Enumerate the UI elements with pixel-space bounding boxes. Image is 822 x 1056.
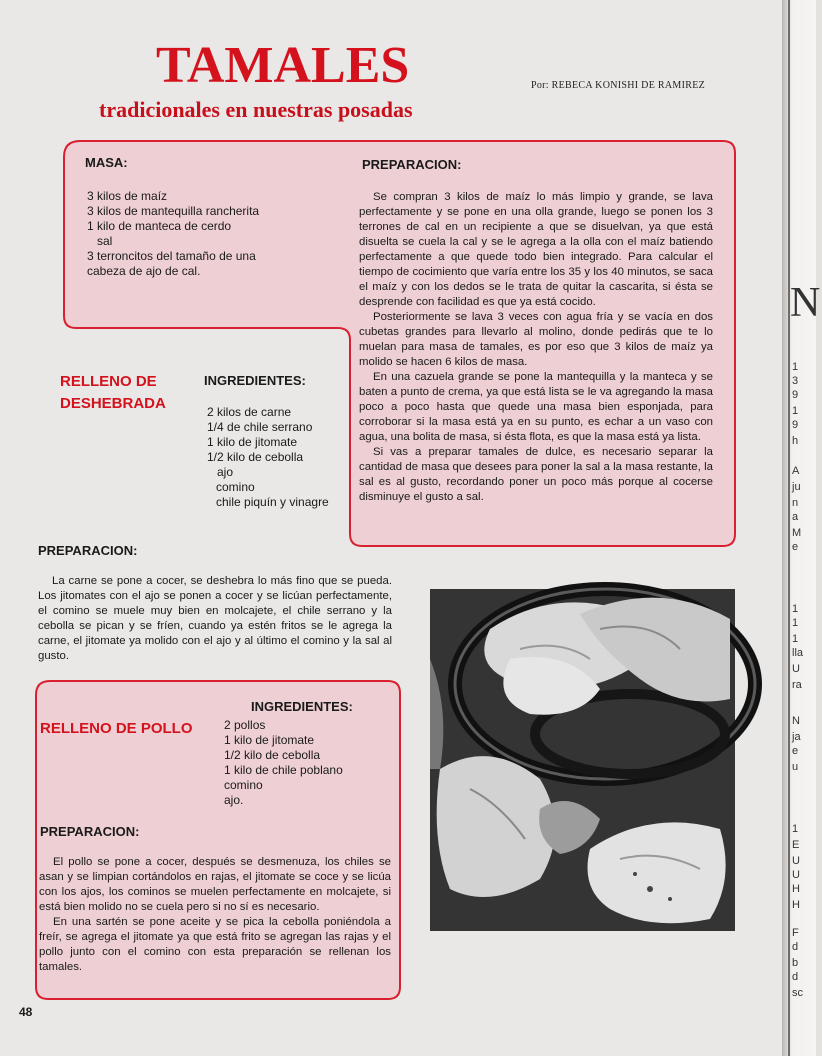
masa-ingredient: 3 terroncitos del tamaño de una (87, 249, 256, 263)
paragraph: En una sartén se pone aceite y se pica la cebolla poniéndola a freír, se agrega el jitomate ya que está frito se agregan las rajas y el pollo junto con el comino con esta preparación se rellenan los tamales. (39, 916, 391, 973)
deshebrada-title (60, 371, 166, 415)
paragraph: El pollo se pone a cocer, después se desmenuza, los chiles se asan y se limpian cortándolos en rajas, el jitomate se coce y se licúa con los ajos, los cominos se muelen perfectamente en molcajete, si está bien molido no se cuela pero si no sí es necesario. (39, 856, 391, 913)
gutter-rule (788, 0, 790, 1056)
article-subtitle: tradicionales en nuestras posadas (99, 97, 413, 122)
tamales-photo-illustration (430, 589, 735, 931)
facing-page-fragment: lla (792, 647, 804, 659)
deshebrada-title-line: DESHEBRADA (60, 395, 166, 412)
facing-page-text-fragments (792, 0, 822, 1056)
masa-heading: MASA: (85, 155, 128, 170)
facing-page-fragment: 1 (792, 405, 799, 417)
deshebrada-ingredient: 2 kilos de carne (207, 405, 292, 419)
deshebrada-ingredients-heading: INGREDIENTES: (204, 373, 306, 388)
pollo-title: RELLENO DE POLLO (40, 720, 193, 737)
deshebrada-title-line: RELLENO DE (60, 373, 157, 390)
facing-page-fragment: A (792, 465, 800, 477)
paragraph: La carne se pone a cocer, se deshebra lo más fino que se pueda. Los jitomates con el ajo se ponen a cocer y se licúan perfectamente, el comino se muele muy bien en molcajete, el chile serrano y la cebolla se pican y se fríen, cuando ya estén fritos se le agrega la carne, el jitomate ya molido con el ajo y al último el comino y la sal al gusto. (38, 575, 392, 662)
masa-preparacion-heading: PREPARACION: (362, 157, 462, 172)
facing-page-fragment: 9 (792, 389, 799, 401)
masa-ingredient-list (87, 189, 259, 279)
facing-page-fragment: b (792, 957, 799, 969)
pollo-ingredient: 1 kilo de chile poblano (224, 763, 343, 777)
facing-page-fragment: 1 (792, 361, 799, 373)
facing-page-fragment: e (792, 541, 799, 553)
facing-page-fragment: 1 (792, 603, 799, 615)
facing-page-fragment: sc (792, 987, 803, 999)
pollo-ingredient-list (224, 718, 343, 808)
facing-page-fragment: ra (792, 679, 802, 691)
facing-page-fragment: ja (792, 731, 801, 743)
facing-page-fragment: M (792, 527, 802, 539)
pollo-preparacion-text (39, 855, 391, 975)
facing-page-fragment: a (792, 511, 799, 523)
pollo-ingredients-heading: INGREDIENTES: (251, 699, 353, 714)
paragraph: Si vas a preparar tamales de dulce, es necesario separar la cantidad de masa que desees para poner la sal a la masa restante, la sal es al gusto, recordando poner un poco más porque al cocerse disminuye el gusto a sal. (359, 446, 713, 503)
masa-ingredient: 3 kilos de mantequilla rancherita (87, 204, 260, 218)
pollo-ingredient: 1/2 kilo de cebolla (224, 748, 321, 762)
author-byline: Por: REBECA KONISHI DE RAMIREZ (531, 80, 706, 91)
deshebrada-preparacion-text (38, 574, 392, 664)
facing-page-fragment: U (792, 663, 800, 675)
facing-page-fragment: U (792, 869, 800, 881)
facing-page-fragment: 1 (792, 617, 799, 629)
facing-page-fragment: d (792, 941, 799, 953)
deshebrada-ingredient: 1/2 kilo de cebolla (207, 450, 304, 464)
deshebrada-ingredient-list (207, 405, 329, 510)
facing-page-fragment: H (792, 899, 800, 911)
masa-ingredient: 3 kilos de maíz (87, 189, 168, 203)
deshebrada-ingredient: comino (216, 480, 255, 494)
facing-page-fragment: U (792, 855, 800, 867)
facing-page-fragment: 3 (792, 375, 799, 387)
page-number: 48 (19, 1005, 33, 1019)
facing-page-edge (782, 0, 821, 1056)
deshebrada-ingredient: 1/4 de chile serrano (207, 420, 313, 434)
masa-ingredient: sal (97, 234, 113, 248)
facing-page-fragment: F (792, 927, 799, 939)
facing-page-fragment: E (792, 839, 800, 851)
deshebrada-ingredient: chile piquín y vinagre (216, 495, 329, 509)
paragraph: En una cazuela grande se pone la mantequilla y la manteca y se baten a punto de crema, ya que está lista se le va agregando la masa poco a poco hasta que quede una masa bien esponjada, para corroborar si la masa está ya en su punto, es echar a un vaso con agua, una bolita de masa, si ésta flota, es que la masa está ya lista. (359, 371, 713, 443)
paragraph: Posteriormente se lava 3 veces con agua fría y se vacía en dos cubetas grandes para llevarlo al molino, donde pedirás que te lo muelan para masa de tamales, es por eso que 3 kilos de maíz ya molido se hacen 6 kilos de masa. (359, 311, 713, 368)
deshebrada-ingredient: 1 kilo de jitomate (207, 435, 298, 449)
facing-page-fragment: e (792, 745, 799, 757)
article-title: TAMALES (156, 37, 410, 94)
facing-page-fragment: u (792, 761, 799, 773)
masa-ingredient: 1 kilo de manteca de cerdo (87, 219, 232, 233)
paragraph: Se compran 3 kilos de maíz lo más limpio y grande, se lava perfectamente y se pone en una olla grande, luego se ponen los 3 terrones de cal en un recipiente a que se disuelvan, ya que está disuelta se cuela la cal y se le agrega a la olla con el maíz batiendo perfectamente a que quede todo bien integrado. Para calcular el tiempo de cocimiento que varía entre los 35 y los 40 minutos, se saca el maíz y con los dedos se le trata de quitar la cascarita, si ésta se desprende con facilidad es que ya está cocido. (359, 191, 713, 308)
facing-page-fragment: 9 (792, 419, 799, 431)
deshebrada-ingredient: ajo (217, 465, 234, 479)
pollo-ingredient: 1 kilo de jitomate (224, 733, 315, 747)
facing-page-fragment: n (792, 497, 799, 509)
pollo-ingredient: comino (224, 778, 263, 792)
facing-page-fragment: h (792, 435, 799, 447)
masa-ingredient: cabeza de ajo de cal. (87, 264, 201, 278)
facing-page-fragment: N (790, 280, 821, 326)
pollo-preparacion-heading: PREPARACION: (40, 824, 140, 839)
pollo-ingredient: ajo. (224, 793, 244, 807)
facing-page-fragment: H (792, 883, 800, 895)
pollo-ingredient: 2 pollos (224, 718, 266, 732)
tamales-photo (430, 589, 735, 931)
masa-preparacion-text (359, 190, 713, 505)
facing-page-fragment: 1 (792, 823, 799, 835)
facing-page-fragment: N (792, 715, 800, 727)
facing-page-fragment: 1 (792, 633, 799, 645)
deshebrada-preparacion-heading: PREPARACION: (38, 543, 138, 558)
facing-page-fragment: ju (792, 481, 801, 493)
facing-page-fragment: d (792, 971, 799, 983)
